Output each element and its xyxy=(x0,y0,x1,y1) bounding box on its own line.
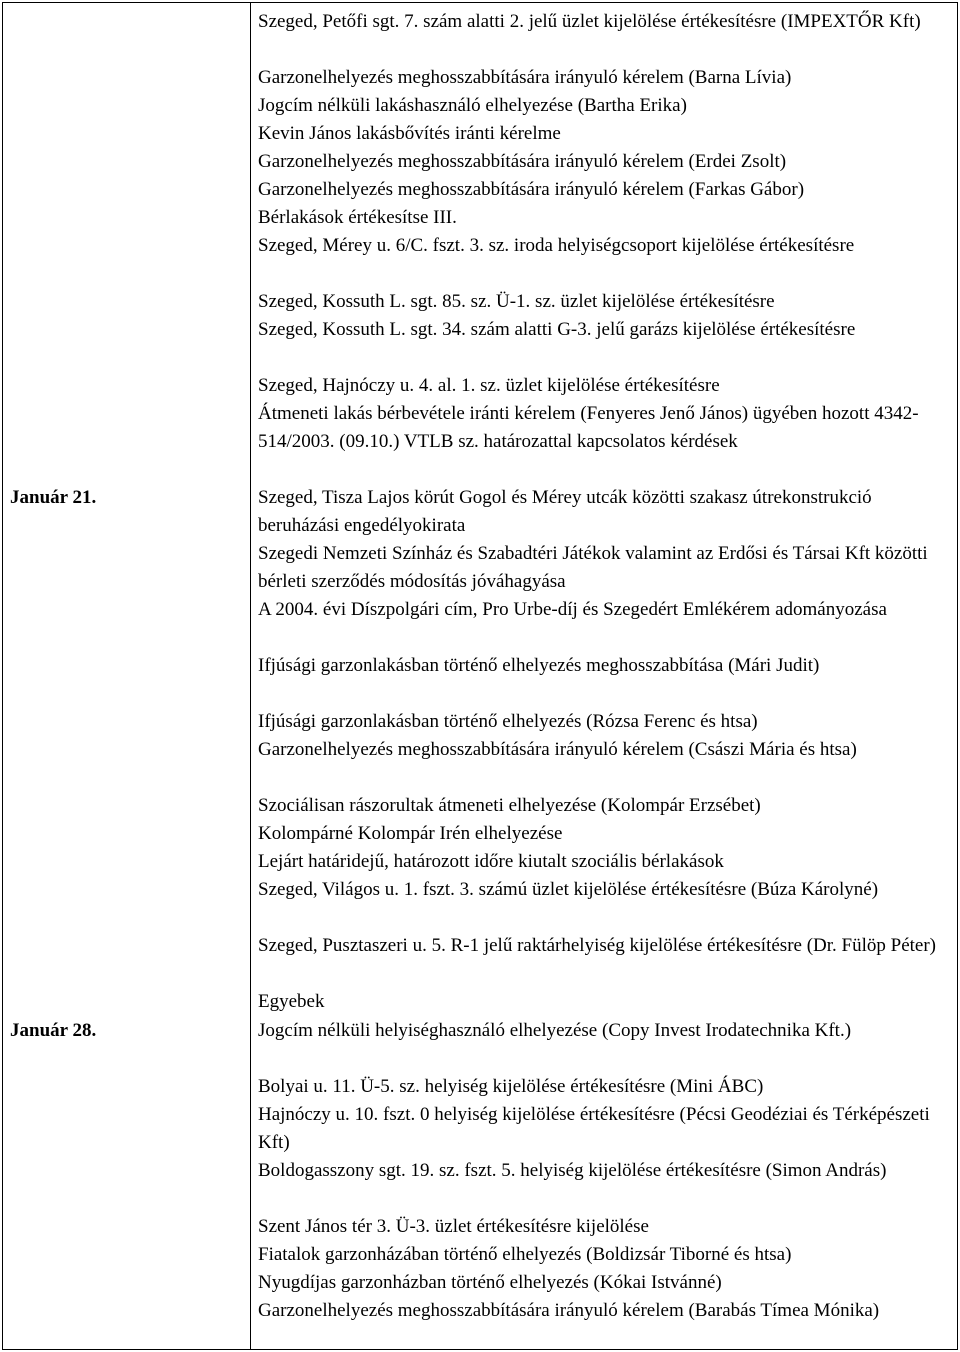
date-label-jan-28: Január 28. xyxy=(10,1020,97,1041)
agenda-item: Ifjúsági garzonlakásban történő elhelyezés (Rózsa Ferenc és htsa) xyxy=(258,711,758,732)
agenda-item: A 2004. évi Díszpolgári cím, Pro Urbe-díj és Szegedért Emlékérem adományozása xyxy=(258,599,887,620)
agenda-item: Jogcím nélküli helyiséghasználó elhelyezése (Copy Invest Irodatechnika Kft.) xyxy=(258,1020,852,1041)
agenda-table xyxy=(2,2,958,1350)
agenda-item: Lejárt határidejű, határozott időre kiutalt szociális bérlakások xyxy=(258,851,724,872)
agenda-item: Fiatalok garzonházában történő elhelyezés (Boldizsár Tiborné és htsa) xyxy=(258,1244,792,1265)
agenda-item: Garzonelhelyezés meghosszabbítására irányuló kérelem (Farkas Gábor) xyxy=(258,179,805,200)
agenda-item: Bérlakások értékesítse III. xyxy=(258,207,457,228)
agenda-item: Garzonelhelyezés meghosszabbítására irányuló kérelem (Erdei Zsolt) xyxy=(258,151,787,172)
agenda-item: Szeged, Mérey u. 6/C. fszt. 3. sz. iroda helyiségcsoport kijelölése értékesítésre xyxy=(258,235,855,256)
agenda-item: Kolompárné Kolompár Irén elhelyezése xyxy=(258,823,563,844)
agenda-item: Szegedi Nemzeti Színház és Szabadtéri Játékok valamint az Erdősi és Társai Kft közötti bérleti szerződés módosítás jóváhagyása xyxy=(258,543,928,592)
agenda-item: Boldogasszony sgt. 19. sz. fszt. 5. helyiség kijelölése értékesítésre (Simon András) xyxy=(258,1160,887,1181)
agenda-item: Ifjúsági garzonlakásban történő elhelyezés meghosszabbítása (Mári Judit) xyxy=(258,655,820,676)
agenda-item: Bolyai u. 11. Ü-5. sz. helyiség kijelölése értékesítésre (Mini ÁBC) xyxy=(258,1076,764,1097)
agenda-item: Szeged, Világos u. 1. fszt. 3. számú üzlet kijelölése értékesítésre (Búza Károlyné) xyxy=(258,879,879,900)
agenda-item: Szeged, Hajnóczy u. 4. al. 1. sz. üzlet kijelölése értékesítésre xyxy=(258,375,720,396)
agenda-item: Átmeneti lakás bérbevétele iránti kérelem (Fenyeres Jenő János) ügyében hozott 4342-514/2003. (09.10.) VTLB sz. határozattal kapcsolatos kérdések xyxy=(258,403,919,452)
agenda-item: Szeged, Kossuth L. sgt. 85. sz. Ü-1. sz. üzlet kijelölése értékesítésre xyxy=(258,291,775,312)
agenda-item: Szent János tér 3. Ü-3. üzlet értékesítésre kijelölése xyxy=(258,1216,649,1237)
agenda-item: Hajnóczy u. 10. fszt. 0 helyiség kijelölése értékesítésre (Pécsi Geodéziai és Térképészeti Kft) xyxy=(258,1104,930,1153)
agenda-item: Kevin János lakásbővítés iránti kérelme xyxy=(258,123,561,144)
date-label-jan-21: Január 21. xyxy=(10,487,97,508)
column-divider xyxy=(250,3,251,1349)
agenda-item: Szeged, Tisza Lajos körút Gogol és Mérey utcák közötti szakasz útrekonstrukció beruházási engedélyokirata xyxy=(258,487,872,536)
agenda-item: Garzonelhelyezés meghosszabbítására irányuló kérelem (Barabás Tímea Mónika) xyxy=(258,1300,880,1321)
agenda-item: Szeged, Petőfi sgt. 7. szám alatti 2. jelű üzlet kijelölése értékesítésre (IMPEXTŐR Kft) xyxy=(258,11,921,32)
agenda-item: Szeged, Pusztaszeri u. 5. R-1 jelű raktárhelyiség kijelölése értékesítésre (Dr. Fülöp Péter) xyxy=(258,935,936,956)
agenda-item: Garzonelhelyezés meghosszabbítására irányuló kérelem (Barna Lívia) xyxy=(258,67,792,88)
agenda-item: Szociálisan rászorultak átmeneti elhelyezése (Kolompár Erzsébet) xyxy=(258,795,761,816)
agenda-item: Szeged, Kossuth L. sgt. 34. szám alatti G-3. jelű garázs kijelölése értékesítésre xyxy=(258,319,856,340)
agenda-item: Nyugdíjas garzonházban történő elhelyezés (Kókai Istvánné) xyxy=(258,1272,722,1293)
agenda-item: Jogcím nélküli lakáshasználó elhelyezése (Bartha Erika) xyxy=(258,95,687,116)
agenda-item: Egyebek xyxy=(258,991,325,1012)
agenda-item: Garzonelhelyezés meghosszabbítására irányuló kérelem (Császi Mária és htsa) xyxy=(258,739,857,760)
